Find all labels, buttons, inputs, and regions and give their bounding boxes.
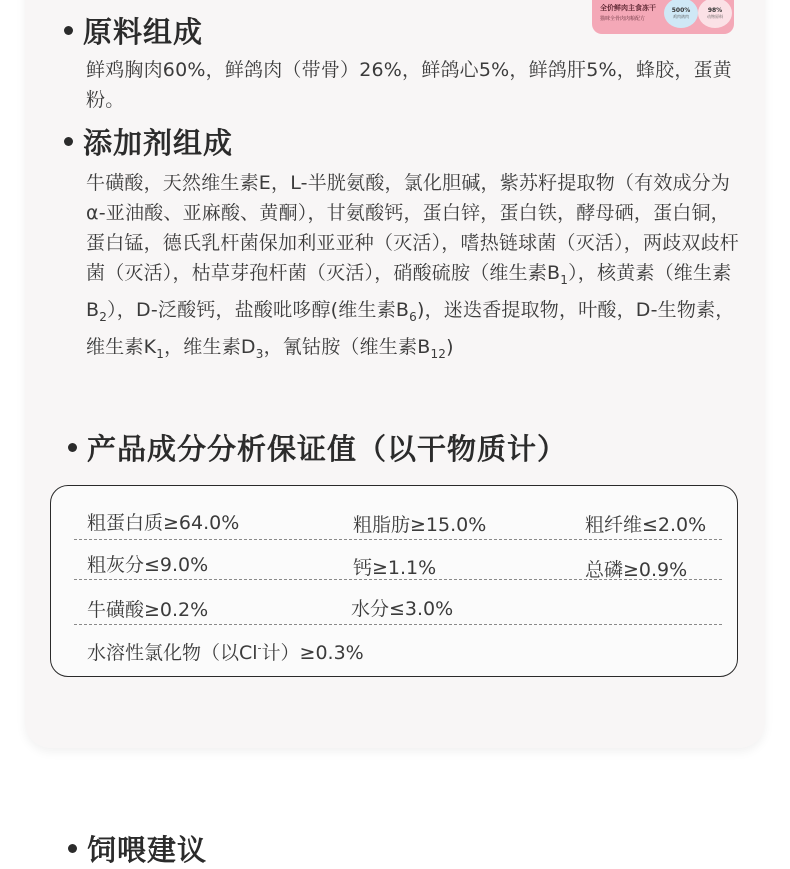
badge-circle-1 bbox=[664, 0, 698, 28]
additives-sub6: 12 bbox=[430, 346, 447, 361]
raw-materials-heading bbox=[64, 10, 203, 51]
analysis-title: 产品成分分析保证值（以干物质计） bbox=[87, 432, 568, 466]
additives-part2: ），核黄素（维生素B bbox=[86, 262, 732, 321]
raw-materials-title: 原料组成 bbox=[83, 15, 204, 49]
chloride-superscript: - bbox=[257, 641, 262, 655]
additives-sub4: 1 bbox=[156, 346, 165, 361]
feeding-heading bbox=[68, 828, 207, 869]
analysis-cell: 粗纤维≤2.0% bbox=[585, 514, 707, 536]
analysis-cell: 钙≥1.1% bbox=[353, 557, 437, 579]
chloride-part2: 计）≥0.3% bbox=[261, 642, 364, 664]
bullet-icon bbox=[64, 26, 73, 35]
badge-circle2-value: 98% bbox=[707, 6, 723, 14]
additives-sub1: 1 bbox=[560, 272, 569, 287]
analysis-cell: 粗灰分≤9.0% bbox=[87, 554, 209, 576]
raw-materials-text: 鲜鸡胸肉60%，鲜鸽肉（带骨）26%，鲜鸽心5%，鲜鸽肝5%，蜂胶，蛋黄粉。 bbox=[86, 59, 732, 111]
additives-part6: ，氰钴胺（维生素B bbox=[263, 335, 431, 358]
additives-title: 添加剂组成 bbox=[83, 126, 234, 160]
badge-circle2-label: 动物原料 bbox=[707, 13, 723, 19]
additives-sub3: 6 bbox=[409, 309, 417, 324]
analysis-cell-chloride bbox=[87, 638, 364, 665]
analysis-cell: 水分≤3.0% bbox=[351, 598, 454, 620]
badge-circle1-label: 鸡肉鸽肉 bbox=[673, 13, 689, 19]
bullet-icon bbox=[68, 844, 77, 853]
additives-part7: ) bbox=[446, 335, 454, 358]
badge-circle1-value: 500% bbox=[671, 6, 691, 14]
analysis-cell: 总磷≥0.9% bbox=[585, 559, 688, 581]
analysis-cell: 粗蛋白质≥64.0% bbox=[87, 512, 240, 534]
bullet-icon bbox=[68, 443, 77, 452]
feeding-title: 饲喂建议 bbox=[87, 833, 208, 867]
analysis-cell: 牛磺酸≥0.2% bbox=[87, 599, 209, 621]
row-divider bbox=[74, 579, 722, 580]
additives-sub2: 2 bbox=[99, 309, 108, 324]
additives-sub5: 3 bbox=[255, 346, 264, 361]
additives-text bbox=[86, 168, 748, 368]
badge-line1: 全价鲜肉主食冻干 bbox=[600, 4, 656, 12]
badge-circle-2 bbox=[698, 0, 732, 28]
additives-part1: 牛磺酸，天然维生素E，L-半胱氨酸，氯化胆碱，紫苏籽提取物（有效成分为α-亚油酸、亚麻酸、黄酮），甘氨酸钙，蛋白锌，蛋白铁，酵母硒，蛋白铜，蛋白锰，德氏乳杆菌保加利亚亚种（灭活），嗜热链球菌（灭活），两歧双歧杆菌（灭活），枯草芽孢杆菌（灭活），硝酸硫胺（维生素B bbox=[86, 172, 740, 284]
product-badge bbox=[592, 0, 734, 34]
bullet-icon bbox=[64, 137, 73, 146]
analysis-cell: 粗脂肪≥15.0% bbox=[353, 514, 487, 536]
additives-part4: )，迷迭香提取物，叶酸，D-生物素，维生素K bbox=[86, 298, 735, 358]
additives-part3: ），D-泛酸钙，盐酸吡哆醇(维生素B bbox=[107, 298, 410, 321]
badge-line2: 猫咪全骨肉肉粮配方 bbox=[600, 16, 646, 22]
additives-part5: ，维生素D bbox=[164, 335, 256, 358]
chloride-part1: 水溶性氯化物（以Cl bbox=[87, 642, 258, 664]
additives-heading bbox=[64, 121, 233, 162]
row-divider bbox=[74, 624, 722, 625]
analysis-heading bbox=[68, 427, 567, 468]
row-divider bbox=[74, 539, 722, 540]
